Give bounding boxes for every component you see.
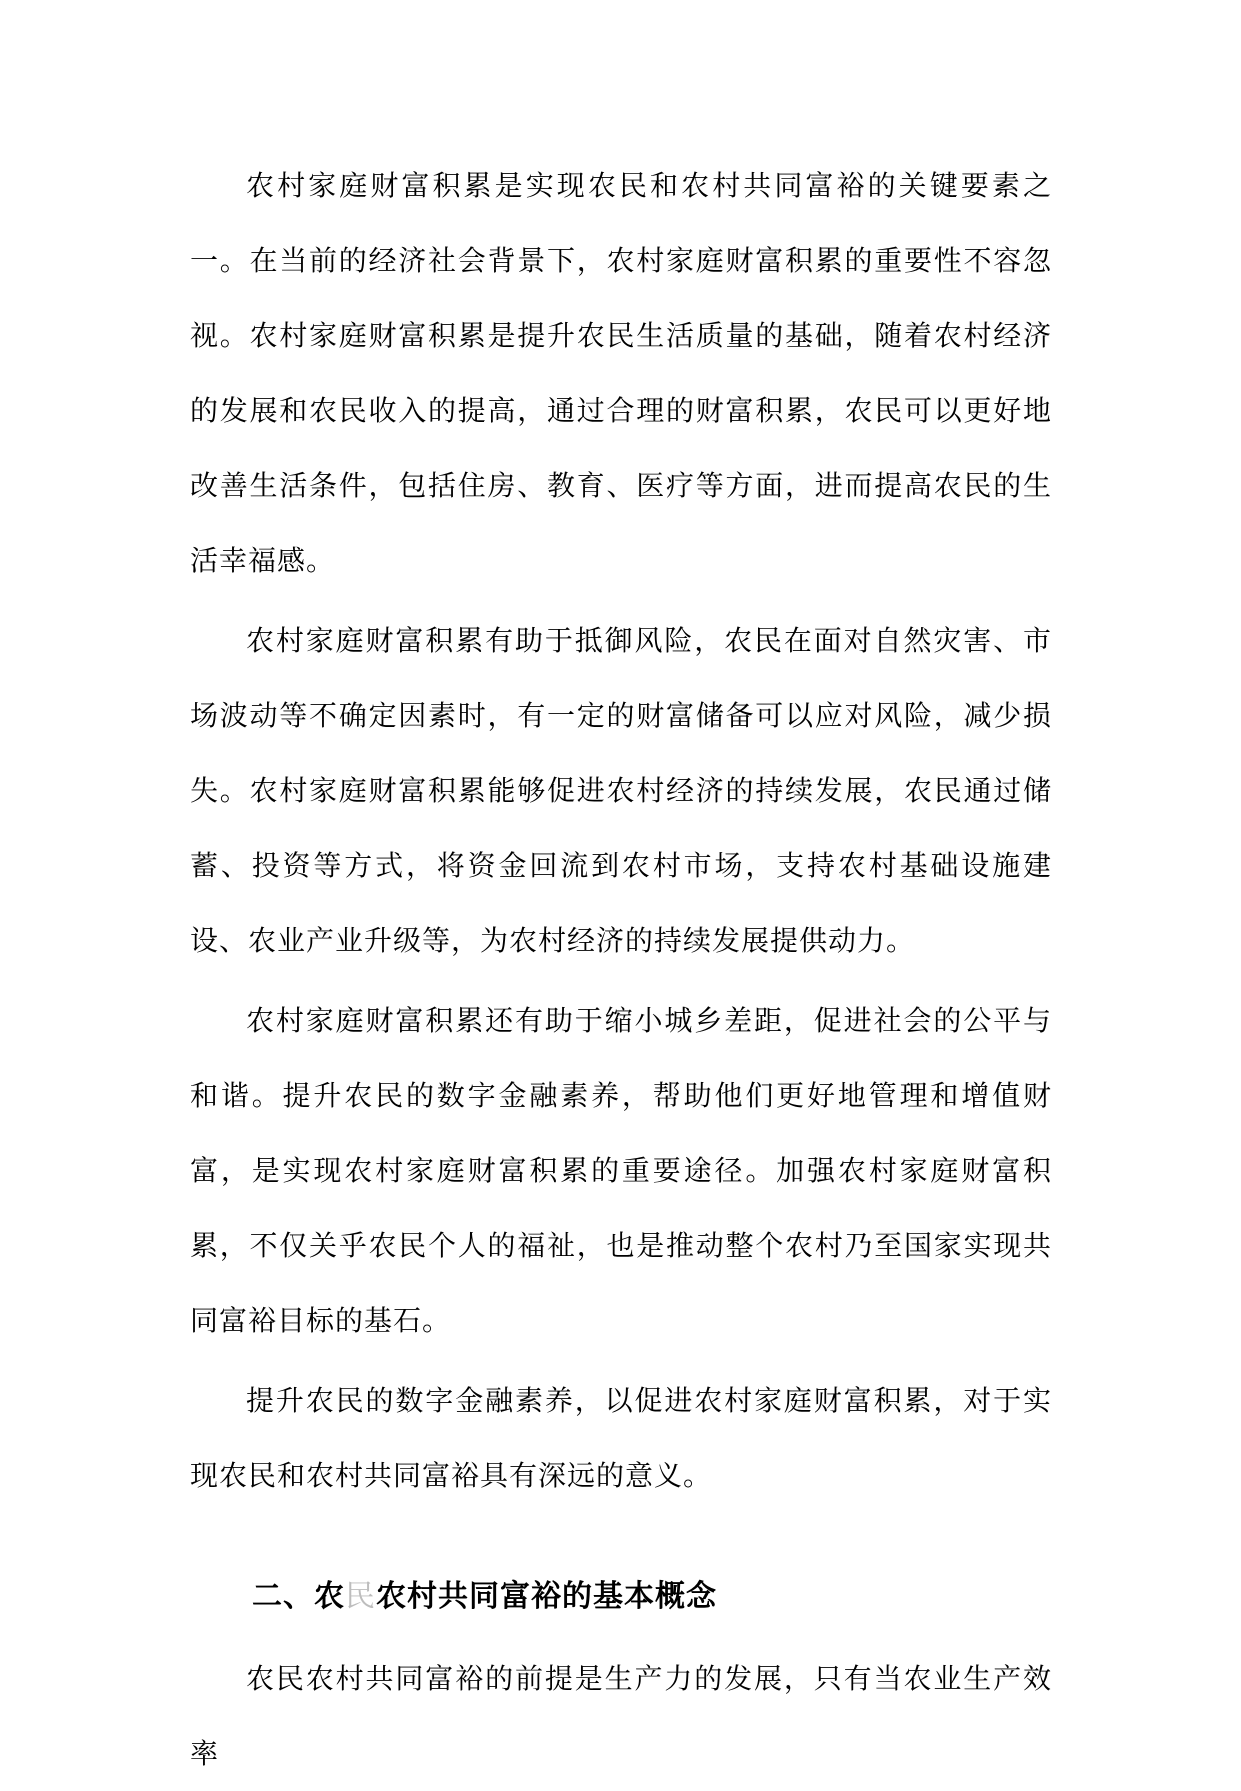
section-heading-prefix: 二、农 bbox=[252, 1579, 345, 1614]
document-body bbox=[190, 148, 1052, 1791]
paragraph-wealth-accumulation: 农村家庭财富积累是实现农民和农村共同富裕的关键要素之一。在当前的经济社会背景下，农村家庭财富积累的重要性不容忽视。农村家庭财富积累是提升农民生活质量的基础，随着农村经济的发展和农民收入的提高，通过合理的财富积累，农民可以更好地改善生活条件，包括住房、教育、医疗等方面，进而提高农民的生活幸福感。 bbox=[190, 169, 1052, 577]
paragraph-risk-resistance: 农村家庭财富积累有助于抵御风险，农民在面对自然灾害、市场波动等不确定因素时，有一定的财富储备可以应对风险，减少损失。农村家庭财富积累能够促进农村经济的持续发展，农民通过储蓄、投资等方式，将资金回流到农村市场，支持农村基础设施建设、农业产业升级等，为农村经济的持续发展提供动力。 bbox=[190, 624, 1052, 957]
paragraph-urban-rural-gap: 农村家庭财富积累还有助于缩小城乡差距，促进社会的公平与和谐。提升农民的数字金融素养，帮助他们更好地管理和增值财富，是实现农村家庭财富积累的重要途径。加强农村家庭财富积累，不仅关乎农民个人的福祉，也是推动整个农村乃至国家实现共同富裕目标的基石。 bbox=[190, 1004, 1052, 1337]
paragraph-digital-finance: 提升农民的数字金融素养，以促进农村家庭财富积累，对于实现农民和农村共同富裕具有深远的意义。 bbox=[190, 1384, 1052, 1492]
paragraph-productivity: 农民农村共同富裕的前提是生产力的发展，只有当农业生产效率 bbox=[190, 1662, 1052, 1770]
section-heading bbox=[190, 1557, 1052, 1637]
section-heading-suffix: 农村共同富裕的基本概念 bbox=[376, 1579, 717, 1614]
section-heading-faint-char: 民 bbox=[345, 1579, 376, 1614]
